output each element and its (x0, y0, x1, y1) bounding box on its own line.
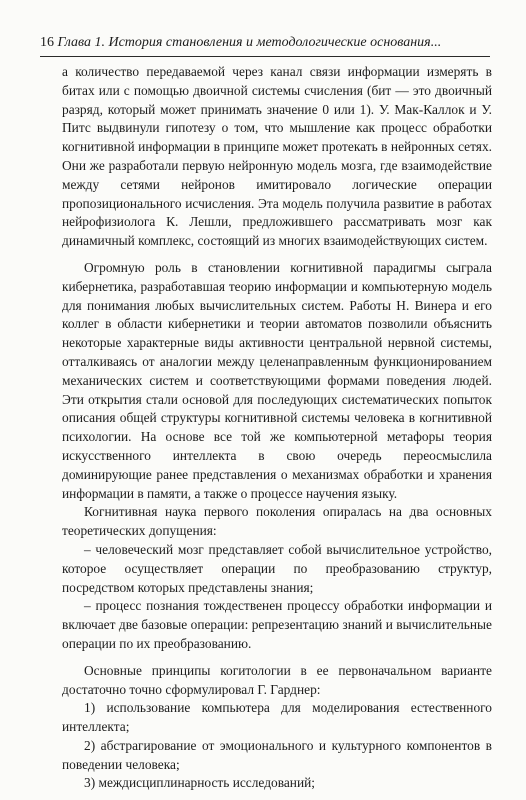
paragraph-principles-intro: Основные принципы когитологии в ее первоначальном варианте достаточно точно сформулировал Г. Гарднер: (62, 662, 492, 697)
principle-item-3: 3) междисциплинарность исследований; (84, 775, 316, 791)
paragraph-cybernetics: Огромную роль в становлении когнитивной парадигмы сыграла кибернетика, разработавшая теорию информации и компьютерную модель для понимания любых вычислительных систем. Работы Н. Винера и его коллег в области кибернетики и теории автоматов позволили объяснить некоторые характерные виды активности центральной нервной системы, отталкиваясь от аналогии между целенаправленным функционированием механических систем и соответствующими формами поведения людей. Эти открытия стали основой для последующих систематических попыток описания общей структуры когнитивной системы человека в когнитивной психологии. На основе все той же компьютерной метафоры теория искусственного интеллекта в свою очередь переосмыслила доминирующие ранее представления о механизмах обработки и хранения информации в памяти, а также о процессе научения языку. (62, 259, 492, 501)
principle-item-1: 1) использование компьютера для моделирования естественного интеллекта; (62, 700, 492, 735)
paragraph-assumptions-intro: Когнитивная наука первого поколения опиралась на два основных теоретических допущения: (62, 504, 492, 539)
assumption-item-1: – человеческий мозг представляет собой вычислительное устройство, которое осуществляет операции по преобразованию структур, посредством которых представлены знания; (62, 541, 492, 595)
body-text (62, 63, 492, 793)
paragraph-continued: а количество передаваемой через канал связи информации измерять в битах или с помощью двоичной системы счисления (бит — это двоичный разряд, который может принимать значение 0 или 1). У. Мак-Каллок и У. Питс выдвинули гипотезу о том, что мышление как процесс обработки когнитивной информации в принципе может протекать в нейронных сетях. Они же разработали первую нейронную модель мозга, где взаимодействие между сетями нейронов имитировало логические операции пропозиционального исчисления. Эта модель получила развитие в работах нейрофизиолога К. Лешли, предложившего рассматривать мозг как динамичный комплекс, состоящий из многих взаимодействующих систем. (62, 64, 492, 249)
assumption-item-2: – процесс познания тождественен процессу обработки информации и включает две базовые операции: репрезентацию знаний и вычислительные операции по их преобразованию. (62, 598, 492, 651)
running-head (40, 34, 488, 52)
chapter-title: Глава 1. История становления и методологические основания... (57, 35, 442, 50)
page-number: 16 (40, 35, 54, 50)
header-rule (40, 56, 490, 57)
principle-item-2: 2) абстрагирование от эмоционального и культурного компонентов в поведении человека; (62, 737, 492, 772)
